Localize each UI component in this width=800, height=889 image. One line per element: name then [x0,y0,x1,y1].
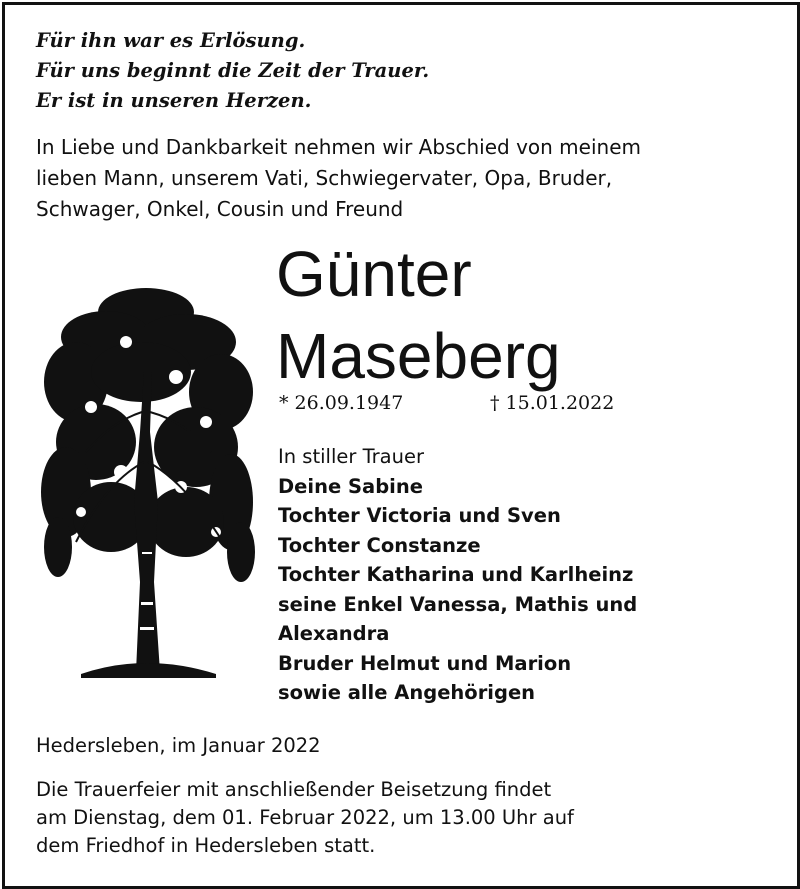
birth-date: * 26.09.1947 [279,392,404,414]
funeral-line-1: Die Trauerfeier mit anschließender Beisetzung findet [36,778,552,801]
mourner-line: Alexandra [278,622,390,645]
motto [36,26,429,116]
mourner-line: Tochter Victoria und Sven [278,504,561,527]
intro-line-1: In Liebe und Dankbarkeit nehmen wir Abschied von meinem [36,135,641,159]
mourners-intro: In stiller Trauer [278,445,424,468]
intro-line-3: Schwager, Onkel, Cousin und Freund [36,197,404,221]
deceased-first-name: Günter [276,238,472,310]
funeral-line-3: dem Friedhof in Hedersleben statt. [36,834,376,857]
motto-line-1: Für ihn war es Erlösung. [36,29,306,52]
mourner-line: Tochter Constanze [278,533,481,557]
funeral-line-2: am Dienstag, dem 01. Februar 2022, um 13.00 Uhr auf [36,806,574,829]
mourner-line: Tochter Katharina und Karlheinz [278,563,634,586]
deceased-last-name: Maseberg [276,320,561,392]
mourners-list [278,442,637,708]
death-date: † 15.01.2022 [490,392,615,414]
motto-line-2: Für uns beginnt die Zeit der Trauer. [36,59,430,82]
birch-tree-icon [36,282,258,682]
intro-text [36,132,641,225]
mourner-line: Deine Sabine [278,474,423,498]
mourner-line: sowie alle Angehörigen [278,681,536,704]
intro-line-2: lieben Mann, unserem Vati, Schwiegervater, Opa, Bruder, [36,166,613,190]
motto-line-3: Er ist in unseren Herzen. [36,89,312,112]
mourner-line: seine Enkel Vanessa, Mathis und [278,592,638,616]
funeral-info [36,776,574,860]
mourner-line: Bruder Helmut und Marion [278,651,572,675]
place-date: Hedersleben, im Januar 2022 [36,734,321,757]
